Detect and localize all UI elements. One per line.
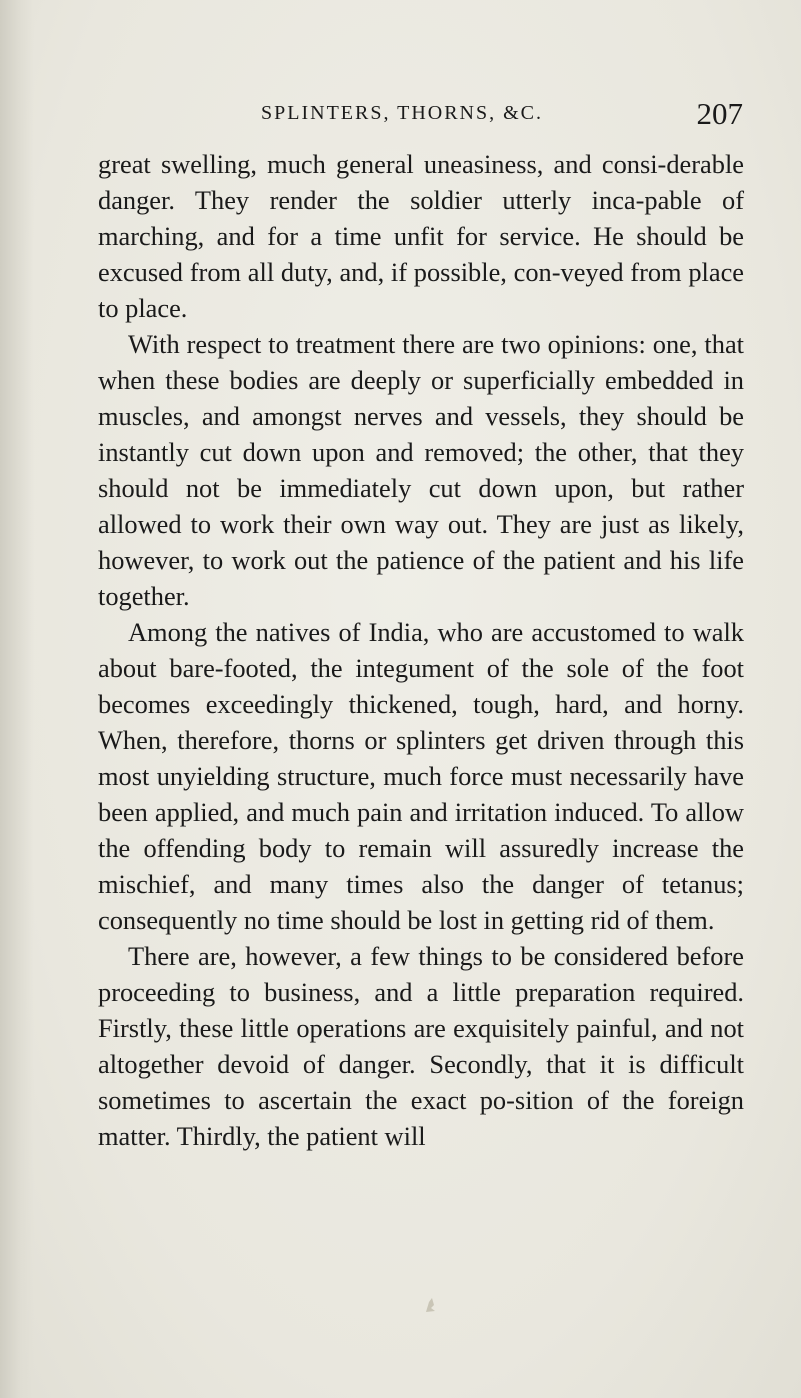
paragraph: Among the natives of India, who are accustomed to walk about bare-footed, the integument of the sole of the foot becomes exceedingly thickened, tough, hard, and horny. When, therefore, thorns or splinters get driven through this most unyielding structure, much force must necessarily have been applied, and much pain and irritation induced. To allow the offending body to remain will assuredly increase the mischief, and many times also the danger of tetanus; consequently no time should be lost in getting rid of them. [98,617,744,935]
page-header [261,96,743,136]
body-text [98,146,744,1154]
paragraph: great swelling, much general uneasiness, and consi-derable danger. They render the soldier utterly inca-pable of marching, and for a time unfit for service. He should be excused from all duty, and, if possible, con-veyed from place to place. [98,149,744,323]
running-head: SPLINTERS, THORNS, &C. [261,102,544,124]
page-number: 207 [696,96,743,131]
ink-mark [423,1296,437,1314]
paragraph: There are, however, a few things to be considered before proceeding to business, and a little preparation required. Firstly, these little operations are exquisitely painful, and not altogether devoid of danger. Secondly, that it is difficult sometimes to ascertain the exact po-sition of the foreign matter. Thirdly, the patient will [98,941,744,1151]
paragraph: With respect to treatment there are two opinions: one, that when these bodies are deeply or superficially embedded in muscles, and amongst nerves and vessels, they should be instantly cut down upon and removed; the other, that they should not be immediately cut down upon, but rather allowed to work their own way out. They are just as likely, however, to work out the patience of the patient and his life together. [98,329,744,611]
binding-shadow [0,0,34,1398]
